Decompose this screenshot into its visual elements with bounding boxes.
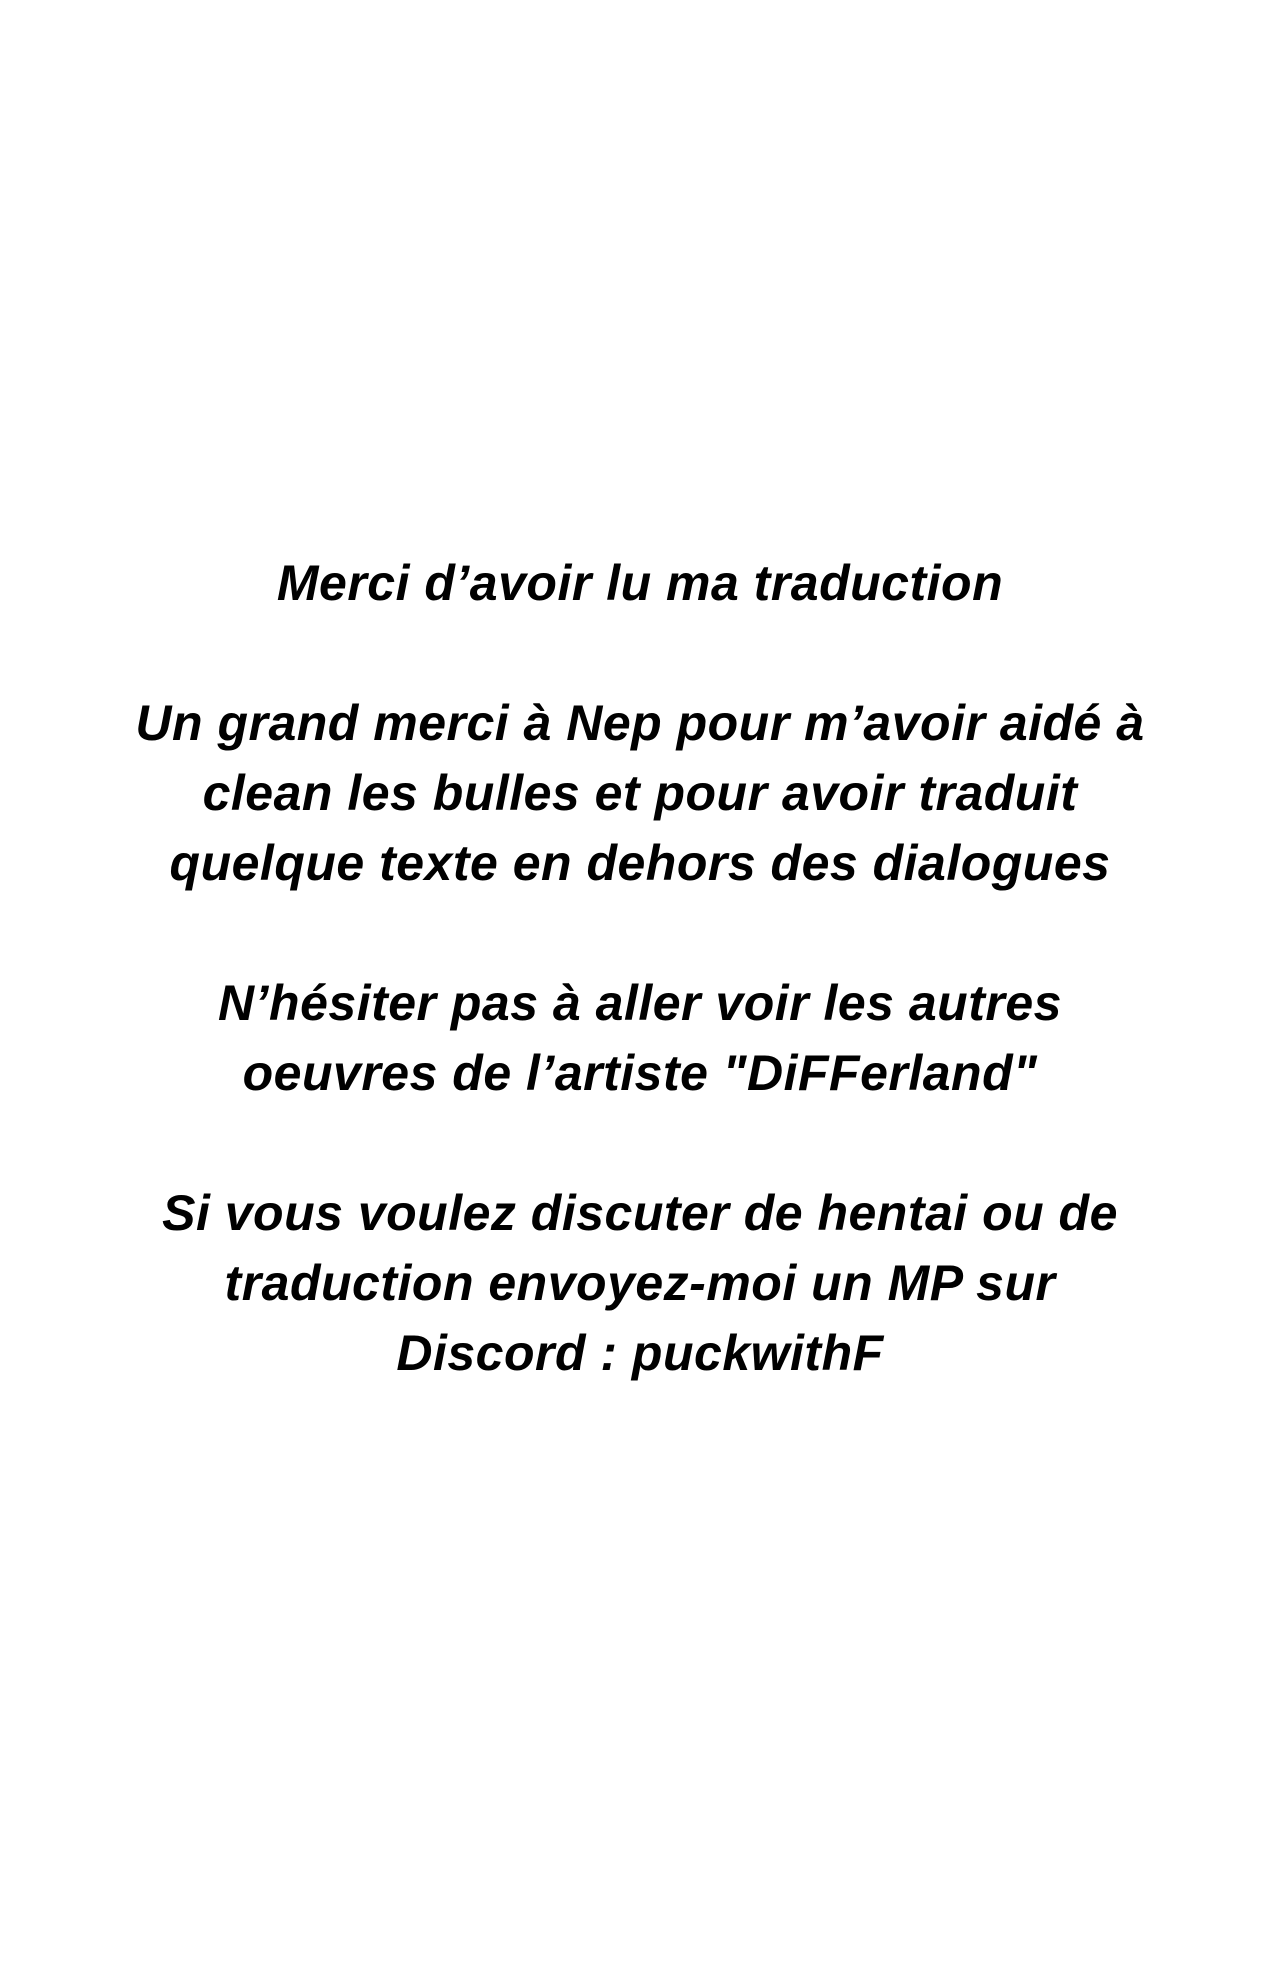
note-line: traduction envoyez-moi un MP sur [224, 1255, 1056, 1311]
note-paragraph-artist [0, 968, 1280, 1108]
note-line: quelque texte en dehors des dialogues [169, 835, 1111, 891]
note-line: Merci d’avoir lu ma traduction [276, 555, 1004, 611]
note-line: oeuvres de l’artiste "DiFFerland" [242, 1045, 1038, 1101]
note-line: Un grand merci à Nep pour m’avoir aidé à [135, 695, 1145, 751]
note-line: N’hésiter pas à aller voir les autres [218, 975, 1062, 1031]
note-paragraph-thanks [0, 548, 1280, 618]
note-paragraph-credits [0, 688, 1280, 898]
note-paragraph-contact [0, 1178, 1280, 1388]
note-line: Discord : puckwithF [396, 1325, 884, 1381]
note-line: Si vous voulez discuter de hentai ou de [162, 1185, 1118, 1241]
note-line: clean les bulles et pour avoir traduit [202, 765, 1078, 821]
